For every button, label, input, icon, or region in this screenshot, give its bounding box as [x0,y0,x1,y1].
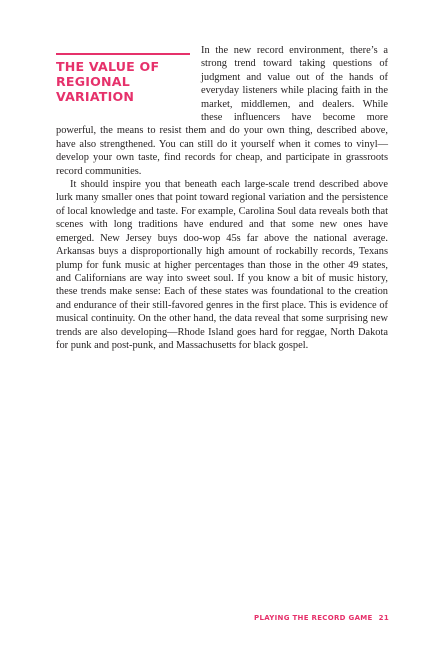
section-heading-line-2: REGIONAL VARIATION [56,74,135,104]
page-footer [254,614,389,622]
body-text [56,44,388,352]
paragraph-1: In the new record environment, there’s a strong trend toward taking questions of judgment and value out of the hands of everyday listeners while placing faith in the market, middlemen, and dealers. While these influencers have become more powerful, the means to resist them and do your own thing, described above, have also strengthened. You can still do it yourself when it comes to vinyl—develop your own taste, find records for cheap, and participate in grassroots record communities. [56,45,388,177]
page-number: 21 [378,614,389,622]
running-head: PLAYING THE RECORD GAME [254,614,373,622]
paragraph-2: It should inspire you that beneath each large-scale trend described above lurk many smaller ones that point toward regional variation and the persistence of local knowledge and taste. For example, Carolina Soul data reveals both that scenes with long traditions have endured and that some new ones have emerged. New Jersey buys doo-wop 45s far above the national average. Arkansas buys a disproportionally high amount of rockabilly records, Texans plump for funk music at higher percentages than those in the other 49 states, and Californians are way into sweet soul. If you know a bit of music history, these trends make sense: Each of these states was foundational to the creation and endurance of their still-favored genres in the first place. This is evidence of musical continuity. On the other hand, the data reveal that some surprising new trends are also developing—Rhode Island goes hard for reggae, North Dakota for punk and post-punk, and Massachusetts for black gospel. [56,179,388,351]
section-heading-line-1: THE VALUE OF [56,59,160,74]
heading-float-space [56,44,201,112]
